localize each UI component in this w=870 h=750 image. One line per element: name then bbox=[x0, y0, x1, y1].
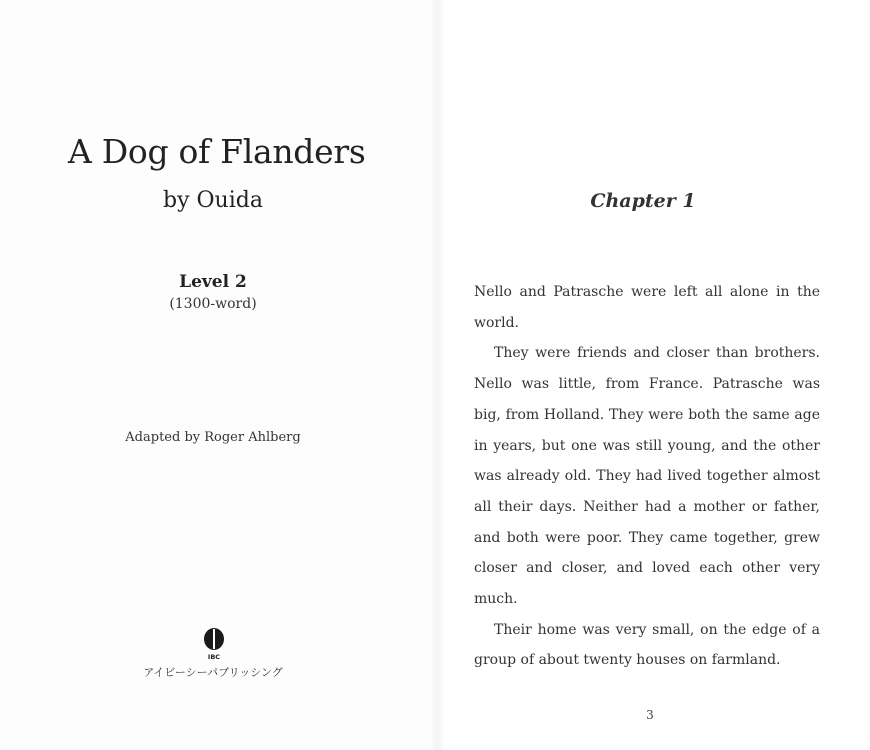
chapter-title: Chapter 1 bbox=[590, 190, 696, 212]
paragraph: Nello and Patrasche were left all alone in the world. bbox=[474, 284, 820, 331]
book-author: by Ouida bbox=[163, 188, 263, 213]
book-gutter bbox=[430, 0, 444, 750]
left-page bbox=[0, 0, 430, 750]
publisher-name: アイビーシーパブリッシング bbox=[143, 666, 283, 679]
chapter-body bbox=[474, 277, 820, 676]
paragraph: They were friends and closer than brothers. Nello was little, from France. Patrasche was big, from Holland. They were both the same age in years, but one was still young, and the other was already old. They had lived together almost all their days. Neither had a mother or father, and both were poor. They came together, grew closer and closer, and loved each other very much. bbox=[474, 345, 820, 608]
right-page bbox=[444, 0, 870, 750]
book-title: A Dog of Flanders bbox=[68, 132, 366, 171]
page-number: 3 bbox=[646, 708, 654, 722]
word-count: (1300-word) bbox=[169, 296, 257, 312]
publisher-logo-text: IBC bbox=[207, 653, 221, 661]
adapted-by: Adapted by Roger Ahlberg bbox=[125, 430, 301, 445]
publisher-logo-icon bbox=[203, 627, 225, 661]
reading-level: Level 2 bbox=[179, 272, 247, 292]
paragraph: Their home was very small, on the edge of a group of about twenty houses on farmland. bbox=[474, 621, 820, 669]
